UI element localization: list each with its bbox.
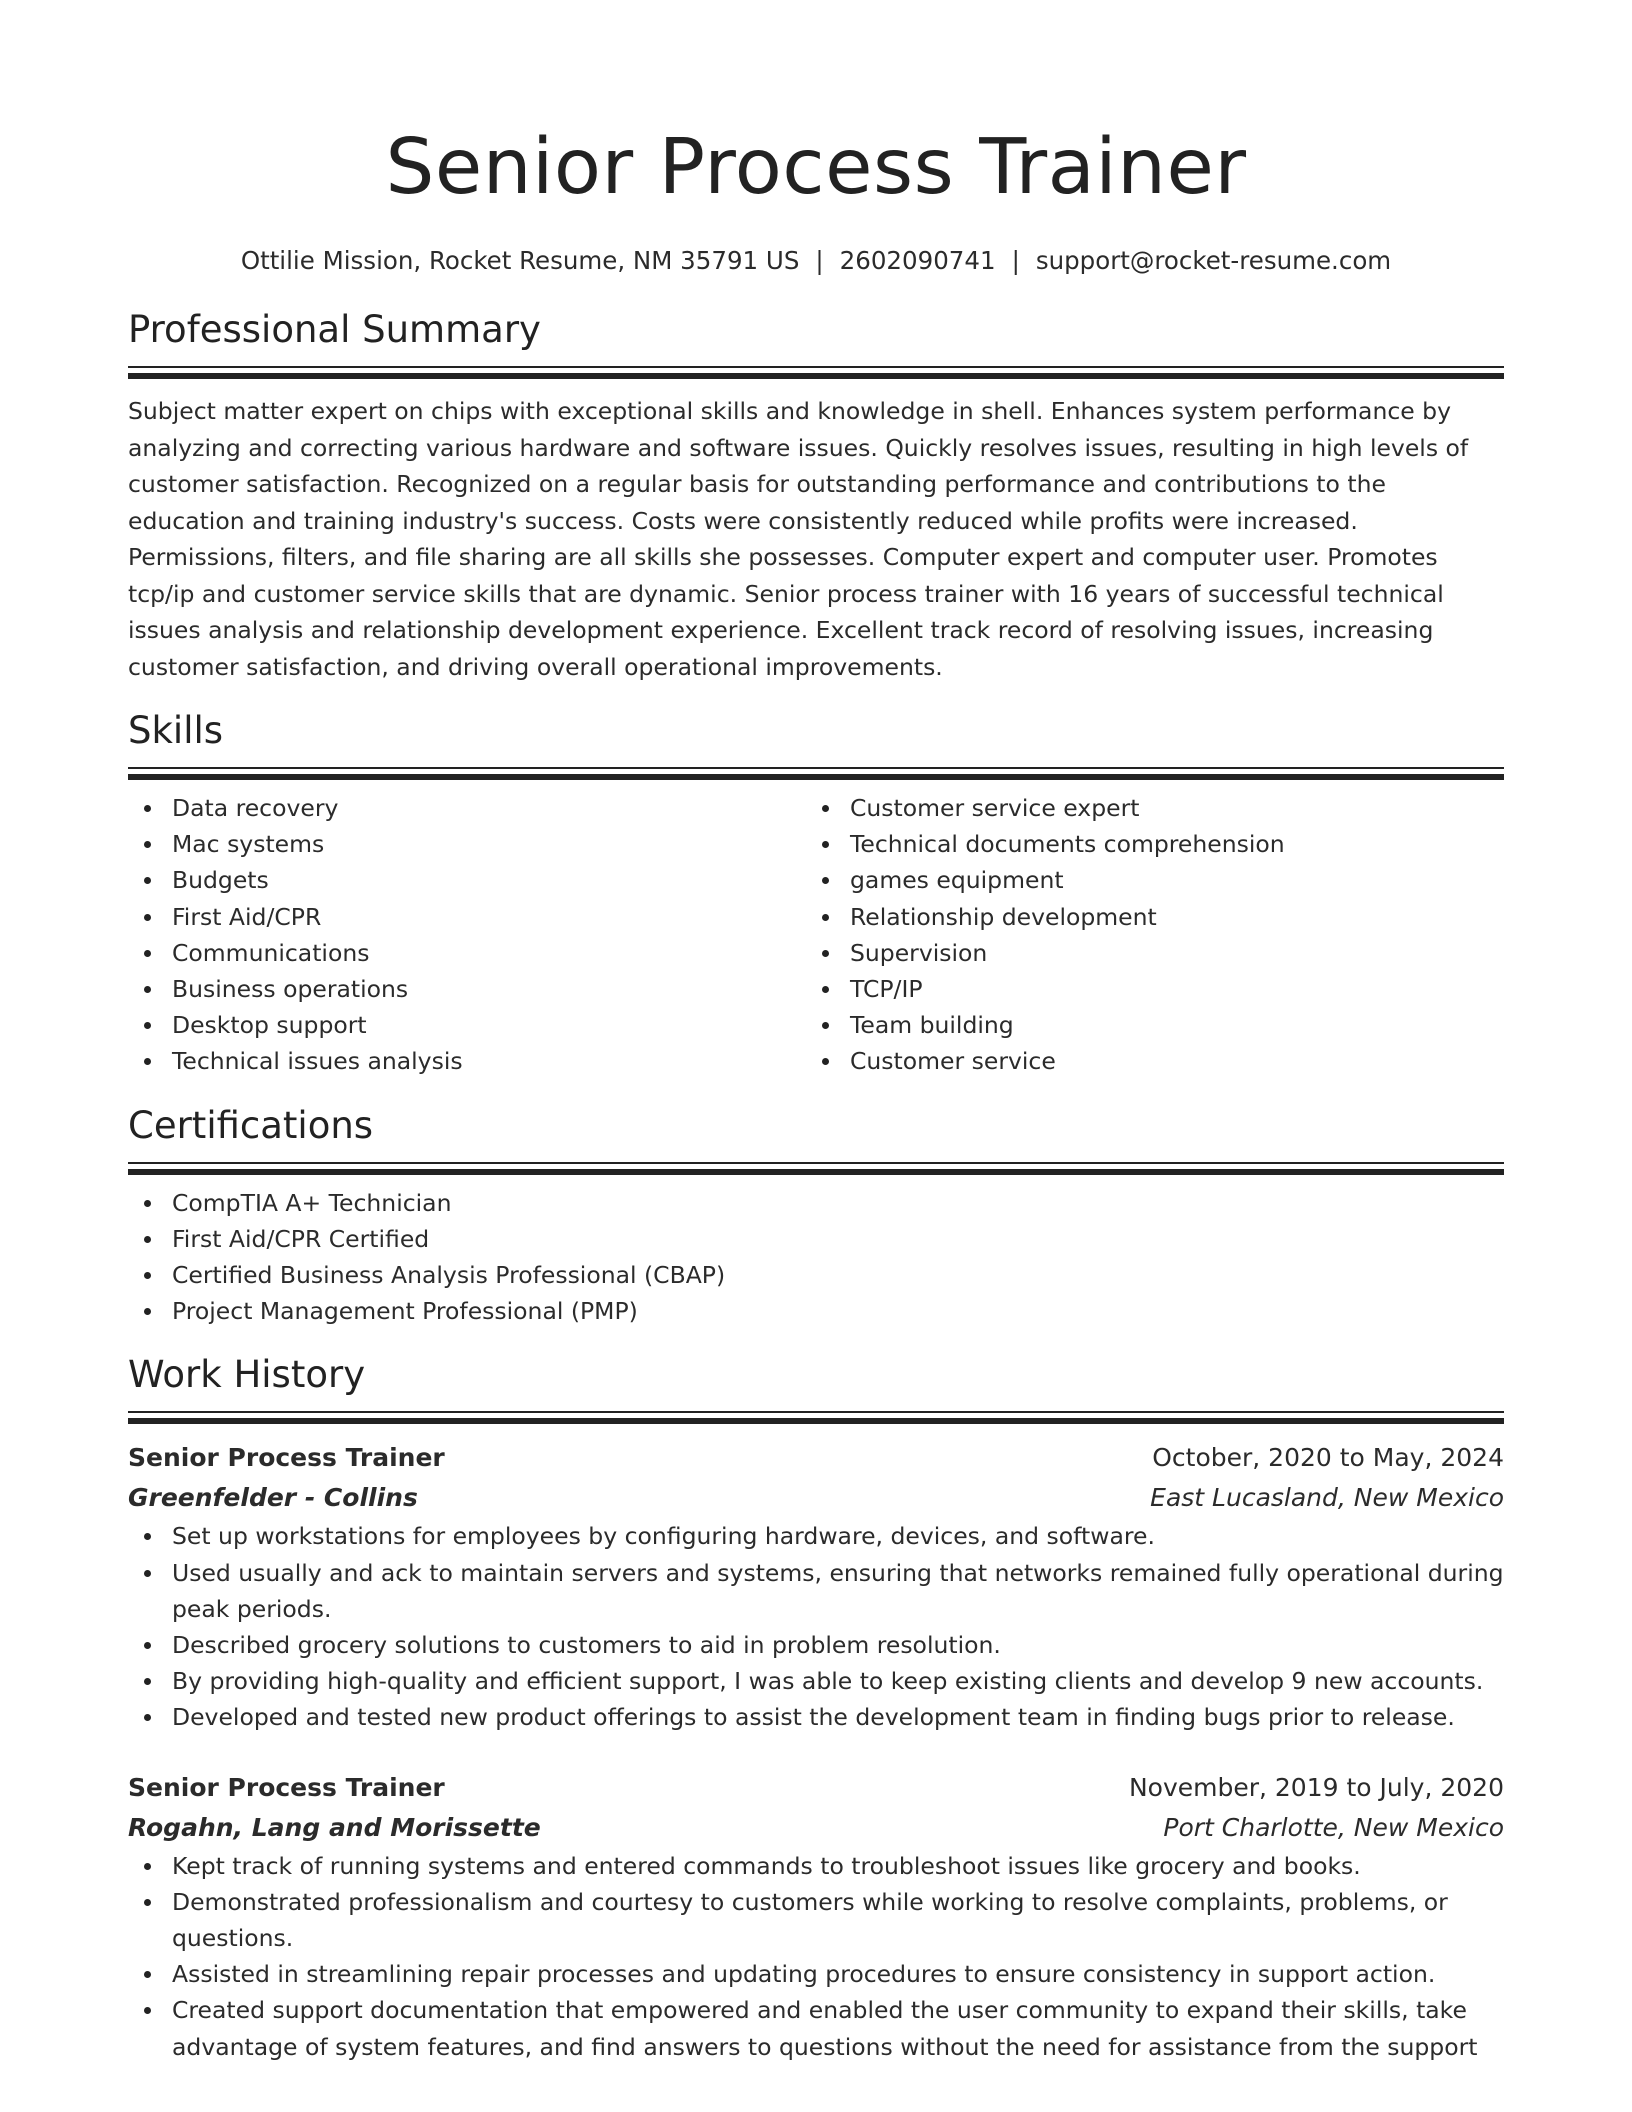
job-company-row (128, 1478, 1504, 1518)
section-heading: Work History (128, 1353, 366, 1397)
skills-list-left (128, 790, 806, 1080)
skills-list-right (806, 790, 1484, 1080)
job-bullet: Developed and tested new product offerings to assist the development team in finding bugs prior to release. (172, 1699, 1504, 1735)
certification-item: First Aid/CPR Certified (172, 1221, 1504, 1257)
skill-item: Data recovery (172, 790, 806, 826)
skill-item: Team building (850, 1007, 1484, 1043)
job-title: Senior Process Trainer (128, 1772, 445, 1802)
resume-content (128, 116, 1504, 2065)
job-dates: November, 2019 to July, 2020 (1128, 1772, 1504, 1802)
job-bullet: Kept track of running systems and entered commands to troubleshoot issues like grocery and books. (172, 1848, 1504, 1884)
resume-title: Senior Process Trainer (385, 123, 1247, 212)
skill-item: TCP/IP (850, 971, 1484, 1007)
skills-grid (128, 790, 1504, 1080)
skill-item: games equipment (850, 862, 1484, 898)
work-history-section (128, 1349, 1504, 2064)
contact-address: Ottilie Mission, Rocket Resume, NM 35791 US (240, 246, 800, 275)
certifications-section (128, 1100, 1504, 1330)
job-dates: October, 2020 to May, 2024 (1152, 1443, 1504, 1473)
skill-item: Communications (172, 935, 806, 971)
skill-item: Supervision (850, 935, 1484, 971)
contact-phone: 2602090741 (839, 246, 996, 275)
certifications-list (128, 1185, 1504, 1330)
job-bullet: By providing high-quality and efficient support, I was able to keep existing clients and develop 9 new accounts. (172, 1663, 1504, 1699)
job-company-row (128, 1808, 1504, 1848)
contact-separator: | (1011, 246, 1020, 275)
skill-item: Relationship development (850, 899, 1484, 935)
job-bullet: Assisted in streamlining repair processes and updating procedures to ensure consistency in support action. (172, 1956, 1504, 1992)
section-divider (128, 1411, 1504, 1424)
section-heading: Certifications (128, 1103, 374, 1147)
skills-column-right (806, 790, 1484, 1080)
job-bullet: Created support documentation that empowered and enabled the user community to expand their skills, take advantage of system features, and find answers to questions without the need for assistance from the support (172, 1992, 1504, 2064)
skill-item: Business operations (172, 971, 806, 1007)
job-company: Rogahn, Lang and Morissette (128, 1812, 541, 1842)
skill-item: Budgets (172, 862, 806, 898)
skill-item: First Aid/CPR (172, 899, 806, 935)
summary-text: Subject matter expert on chips with exceptional skills and knowledge in shell. Enhances system performance by analyzing and correcting various hardware and software issues. Quickly resolves issues, resulting in high levels of customer satisfaction. Recognized on a regular basis for outstanding performance and contributions to the education and training industry's success. Costs were consistently reduced while profits were increased. Permissions, filters, and file sharing are all skills she possesses. Computer expert and computer user. Promotes tcp/ip and customer service skills that are dynamic. Senior process trainer with 16 years of successful technical issues analysis and relationship development experience. Excellent track record of resolving issues, increasing customer satisfaction, and driving overall operational improvements. (128, 397, 1469, 681)
skill-item: Mac systems (172, 826, 806, 862)
section-divider (128, 1162, 1504, 1175)
skill-item: Customer service (850, 1043, 1484, 1079)
contact-email[interactable]: support@rocket-resume.com (1035, 246, 1392, 275)
job-bullets (128, 1518, 1504, 1735)
job-header-row (128, 1768, 1504, 1808)
job-bullets (128, 1848, 1504, 2065)
section-heading: Professional Summary (128, 308, 541, 351)
job-entry (128, 1768, 1504, 2065)
job-bullet: Used usually and ack to maintain servers and systems, ensuring that networks remained fully operational during peak periods. (172, 1555, 1504, 1627)
job-location: Port Charlotte, New Mexico (1163, 1812, 1504, 1842)
summary-section (128, 304, 1504, 685)
job-title: Senior Process Trainer (128, 1443, 445, 1473)
skill-item: Technical documents comprehension (850, 826, 1484, 862)
job-header-row (128, 1438, 1504, 1478)
job-company: Greenfelder - Collins (128, 1483, 418, 1513)
section-heading: Skills (128, 709, 224, 752)
certification-item: Certified Business Analysis Professional (CBAP) (172, 1257, 1504, 1293)
skills-column-left (128, 790, 806, 1080)
section-divider (128, 366, 1504, 379)
job-location: East Lucasland, New Mexico (1150, 1483, 1504, 1513)
job-bullet: Described grocery solutions to customers to aid in problem resolution. (172, 1627, 1504, 1663)
job-bullet: Demonstrated professionalism and courtesy to customers while working to resolve complaints, problems, or questions. (172, 1884, 1504, 1956)
certification-item: CompTIA A+ Technician (172, 1185, 1504, 1221)
certification-item: Project Management Professional (PMP) (172, 1293, 1504, 1329)
skill-item: Desktop support (172, 1007, 806, 1043)
skill-item: Technical issues analysis (172, 1043, 806, 1079)
contact-separator: | (815, 246, 824, 275)
skill-item: Customer service expert (850, 790, 1484, 826)
job-bullet: Set up workstations for employees by configuring hardware, devices, and software. (172, 1518, 1504, 1554)
section-divider (128, 767, 1504, 780)
contact-line (128, 244, 1504, 278)
skills-section (128, 705, 1504, 1080)
job-entry (128, 1438, 1504, 1735)
